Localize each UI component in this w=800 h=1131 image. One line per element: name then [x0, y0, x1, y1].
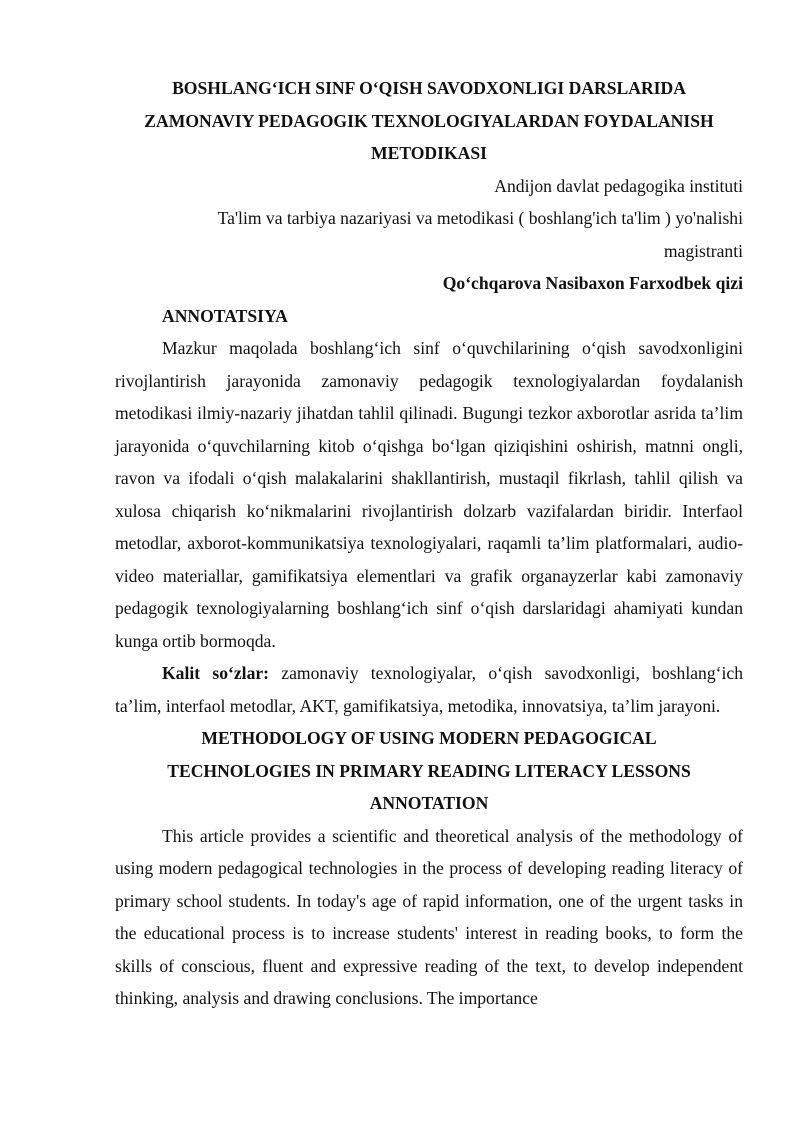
uz-annotation-body: Mazkur maqolada boshlang‘ich sinf o‘quvchilarining o‘qish savodxonligini rivojlantirish jarayonida zamonaviy pedagogik texnologiyalardan foydalanish metodikasi ilmiy-nazariy jihatdan tahlil qilinadi. Bugungi tezkor axborotlar asrida ta’lim jarayonida o‘quvchilarning kitob o‘qishga bo‘lgan qiziqishini oshirish, matnni ongli, ravon va ifodali o‘qish malakalarini shakllantirish, mustaqil fikrlash, tahlil qilish va xulosa chiqarish ko‘nikmalarini rivojlantirish dolzarb vazifalardan biridir. Interfaol metodlar, axborot-kommunikatsiya texnologiyalari, raqamli ta’lim platformalari, audio-video materiallar, gamifikatsiya elementlari va grafik organayzerlar kabi zamonaviy pedagogik texnologiyalarning boshlang‘ich sinf o‘qish darslaridagi ahamiyati kundan kunga ortib bormoqda. [115, 338, 743, 651]
keywords-label: Kalit so‘zlar: [162, 663, 270, 683]
keywords-text: zamonaviy texnologiyalar, o‘qish savodxonligi, boshlang‘ich ta’lim, interfaol metodlar, AKT, gamifikatsiya, metodika, innovatsiya, ta’lim jarayoni. [115, 663, 743, 716]
author-program-line-2: magistranti [663, 240, 743, 261]
uz-title-line-3: METODIKASI [370, 143, 488, 163]
uz-title-line-2: ZAMONAVIY PEDAGOGIK TEXNOLOGIYALARDAN FOYDALANISH [144, 110, 714, 131]
author-program-line-1: Ta'lim va tarbiya nazariyasi va metodikasi ( boshlang'ich ta'lim ) yo'nalishi [217, 208, 743, 228]
author-institution: Andijon davlat pedagogika instituti [494, 175, 743, 196]
uz-keywords [115, 657, 743, 722]
uz-title-line-1: BOSHLANG‘ICH SINF O‘QISH SAVODXONLIGI DARSLARIDA [172, 78, 686, 98]
uz-annotation-heading: ANNOTATSIYA [162, 305, 288, 326]
author-name: Qo‘chqarova Nasibaxon Farxodbek qizi [442, 273, 743, 293]
en-annotation-body: This article provides a scientific and theoretical analysis of the methodology of using modern pedagogical technologies in the process of developing reading literacy of primary school students. In today's age of rapid information, one of the urgent tasks in the educational process is to increase students' interest in reading books, to form the skills of conscious, fluent and expressive reading of the text, to develop independent thinking, analysis and drawing conclusions. The importance [115, 825, 743, 1008]
en-title-line-1: METHODOLOGY OF USING MODERN PEDAGOGICAL [201, 728, 657, 748]
en-annotation-heading: ANNOTATION [369, 793, 489, 813]
en-title-line-2: TECHNOLOGIES IN PRIMARY READING LITERACY LESSONS [167, 760, 691, 781]
